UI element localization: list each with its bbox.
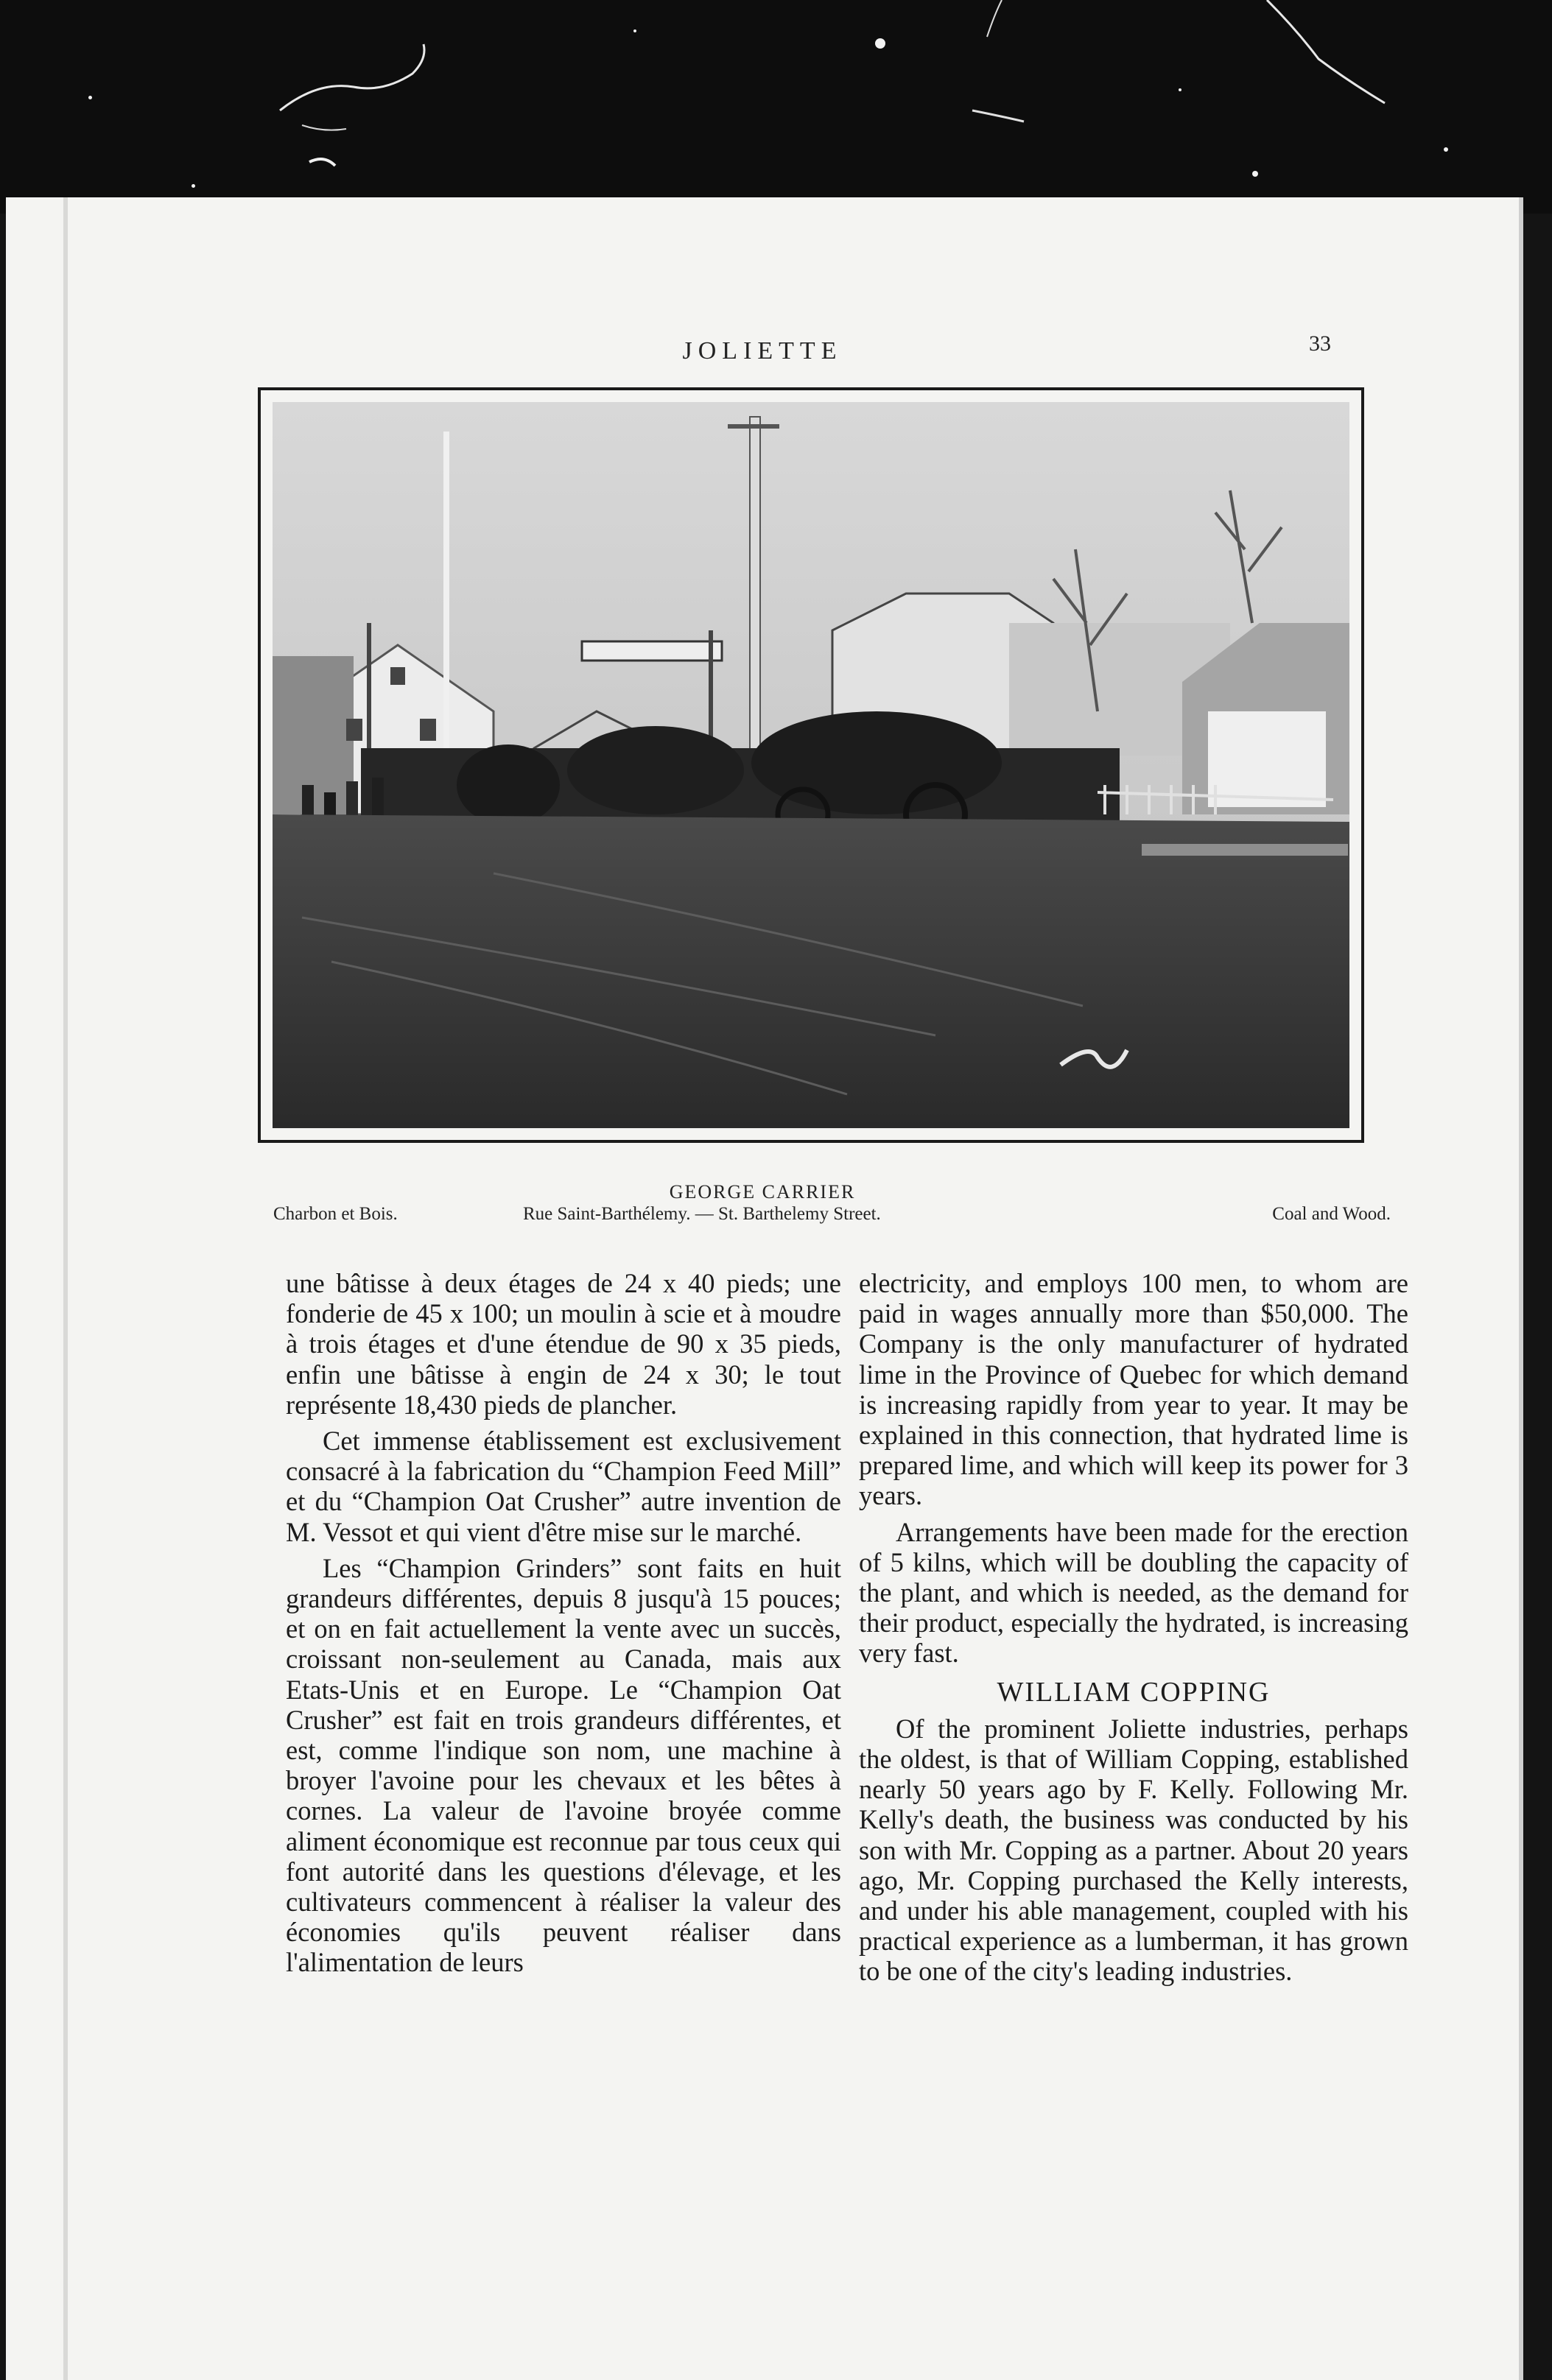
left-text-column (286, 1268, 841, 1978)
running-head: JOLIETTE (682, 337, 843, 365)
page-number: 33 (1309, 331, 1331, 356)
caption-left: Charbon et Bois. (273, 1204, 398, 1224)
caption-right: Coal and Wood. (1272, 1204, 1391, 1224)
paragraph: electricity, and employs 100 men, to whom are paid in wages annually more than $50,000. The Company is the only manufacturer of hydrated lime in the Province of Quebec for which demand is increasing rapidly from year to year. It may be explained in this connection, that hydrated lime is prepared lime, and which will keep its power for 3 years. (859, 1268, 1408, 1511)
paragraph: Cet immense établissement est exclusivement consacré à la fabrication du “Champion Feed Mill” et du “Champion Oat Crusher” autre invention de M. Vessot et qui vient d'être mise sur le marché. (286, 1426, 841, 1547)
scan-scratches (0, 0, 1552, 214)
book-page (6, 197, 1523, 2380)
paragraph: Les “Champion Grinders” sont faits en huit grandeurs différentes, depuis 8 jusqu'à 15 pouces; et on en fait actuellement la vente avec un succès, croissant non-seulement au Canada, mais aux Etats-Unis et en Europe. Le “Champion Oat Crusher” est fait en trois grandeurs différentes, et est, comme l'indique son nom, une machine à broyer l'avoine pour les chevaux et les bêtes à cornes. La valeur de l'avoine broyée comme aliment économique est reconnue par tous ceux qui font autorité dans les questions d'élevage, et les cultivateurs commencent à réaliser la valeur des économies qu'ils peuvent réaliser dans l'alimentation de leurs (286, 1552, 841, 1978)
street-photograph (258, 387, 1364, 1143)
caption-center: Rue Saint-Barthélemy. — St. Barthelemy Street. (523, 1204, 881, 1224)
scan-border-top (0, 0, 1552, 214)
street-scene-illustration (273, 402, 1349, 1128)
paragraph: Of the prominent Joliette industries, perhaps the oldest, is that of William Copping, established nearly 50 years ago by F. Kelly. Following Mr. Kelly's death, the business was conducted by his son with Mr. Copping as a partner. About 20 years ago, Mr. Copping purchased the Kelly interests, and under his able management, coupled with his practical experience as a lumberman, it has grown to be one of the city's leading industries. (859, 1713, 1408, 1987)
paragraph: une bâtisse à deux étages de 24 x 40 pieds; une fonderie de 45 x 100; un moulin à scie et à moudre à trois étages et d'une étendue de 90 x 35 pieds, enfin une bâtisse à engin de 24 x 30; le tout représente 18,430 pieds de plancher. (286, 1268, 841, 1420)
right-text-column (859, 1268, 1408, 1987)
photo-caption-name: GEORGE CARRIER (669, 1181, 856, 1203)
page-gutter-edge (63, 197, 68, 2380)
paragraph: Arrangements have been made for the erection of 5 kilns, which will be doubling the capacity of the plant, and which is needed, as the demand for their product, especially the hydrated, is increasing very fast. (859, 1516, 1408, 1669)
section-heading: WILLIAM COPPING (997, 1676, 1271, 1708)
